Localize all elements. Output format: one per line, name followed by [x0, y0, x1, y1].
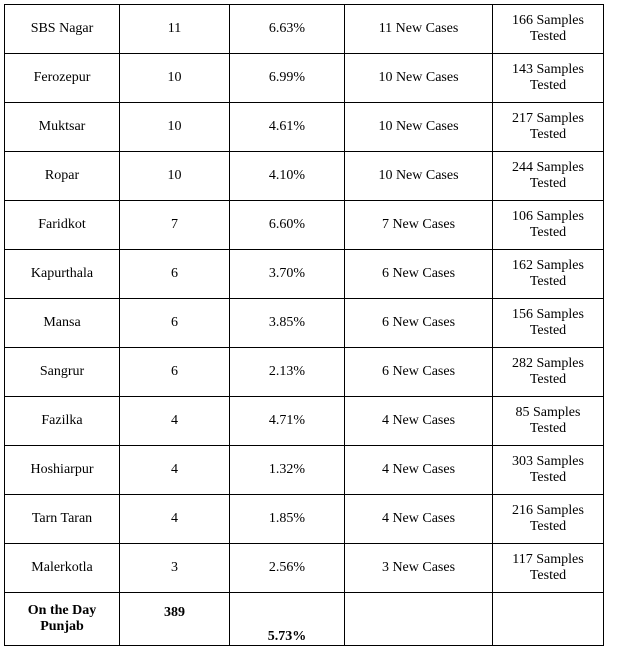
samples-count: 282 Samples: [512, 356, 584, 371]
samples-tested-cell: [493, 201, 604, 250]
samples-tested-label: Tested: [529, 421, 567, 436]
samples-tested-cell: [493, 250, 604, 299]
samples-count: 217 Samples: [512, 111, 584, 126]
cases-cell: 10: [120, 54, 230, 103]
samples-tested-cell: [493, 446, 604, 495]
samples-tested-cell: [493, 397, 604, 446]
total-row: [5, 593, 604, 646]
table-row: [5, 397, 604, 446]
positivity-cell: 2.56%: [230, 544, 345, 593]
table-row: [5, 348, 604, 397]
total-cases-cell: 389: [120, 593, 230, 646]
samples-count: 216 Samples: [512, 503, 584, 518]
samples-tested-cell: [493, 544, 604, 593]
new-cases-cell: 4 New Cases: [345, 397, 493, 446]
positivity-cell: 1.85%: [230, 495, 345, 544]
samples-tested-cell: [493, 495, 604, 544]
samples-count: 156 Samples: [512, 307, 584, 322]
table-body: [5, 5, 604, 593]
new-cases-cell: 10 New Cases: [345, 54, 493, 103]
new-cases-cell: 6 New Cases: [345, 250, 493, 299]
positivity-cell: 3.70%: [230, 250, 345, 299]
new-cases-cell: 6 New Cases: [345, 348, 493, 397]
positivity-cell: 3.85%: [230, 299, 345, 348]
samples-tested-cell: [493, 348, 604, 397]
table-row: [5, 152, 604, 201]
table-row: [5, 495, 604, 544]
new-cases-cell: 6 New Cases: [345, 299, 493, 348]
samples-count: 303 Samples: [512, 454, 584, 469]
cases-cell: 11: [120, 5, 230, 54]
table-row: [5, 446, 604, 495]
cases-cell: 7: [120, 201, 230, 250]
positivity-cell: 4.61%: [230, 103, 345, 152]
positivity-cell: 1.32%: [230, 446, 345, 495]
new-cases-cell: 3 New Cases: [345, 544, 493, 593]
district-cell: SBS Nagar: [5, 5, 120, 54]
samples-count: 143 Samples: [512, 62, 584, 77]
table-row: [5, 544, 604, 593]
new-cases-cell: 7 New Cases: [345, 201, 493, 250]
district-cell: Ropar: [5, 152, 120, 201]
district-cell: Malerkotla: [5, 544, 120, 593]
district-cell: Muktsar: [5, 103, 120, 152]
samples-count: 106 Samples: [512, 209, 584, 224]
district-cell: Kapurthala: [5, 250, 120, 299]
samples-tested-cell: [493, 299, 604, 348]
samples-count: 244 Samples: [512, 160, 584, 175]
cases-cell: 4: [120, 446, 230, 495]
samples-tested-label: Tested: [529, 470, 567, 485]
table-row: [5, 201, 604, 250]
samples-tested-label: Tested: [529, 274, 567, 289]
cases-cell: 10: [120, 152, 230, 201]
positivity-cell: 6.63%: [230, 5, 345, 54]
new-cases-cell: 10 New Cases: [345, 103, 493, 152]
total-label-line-1: On the Day: [27, 603, 97, 618]
cases-cell: 10: [120, 103, 230, 152]
table-row: [5, 299, 604, 348]
empty-cell: [493, 593, 604, 646]
samples-tested-label: Tested: [529, 323, 567, 338]
cases-cell: 6: [120, 299, 230, 348]
table-row: [5, 54, 604, 103]
district-cell: Faridkot: [5, 201, 120, 250]
samples-tested-label: Tested: [529, 29, 567, 44]
cases-cell: 3: [120, 544, 230, 593]
district-cell: Sangrur: [5, 348, 120, 397]
samples-tested-label: Tested: [529, 519, 567, 534]
samples-count: 162 Samples: [512, 258, 584, 273]
samples-tested-cell: [493, 152, 604, 201]
district-cell: Mansa: [5, 299, 120, 348]
samples-tested-label: Tested: [529, 176, 567, 191]
positivity-cell: 2.13%: [230, 348, 345, 397]
cases-cell: 6: [120, 250, 230, 299]
samples-tested-label: Tested: [529, 225, 567, 240]
samples-count: 166 Samples: [512, 13, 584, 28]
district-cases-table: [4, 4, 604, 646]
cases-cell: 6: [120, 348, 230, 397]
total-label-cell: [5, 593, 120, 646]
samples-tested-label: Tested: [529, 568, 567, 583]
positivity-cell: 4.71%: [230, 397, 345, 446]
positivity-cell: 4.10%: [230, 152, 345, 201]
cases-cell: 4: [120, 397, 230, 446]
samples-tested-cell: [493, 103, 604, 152]
district-cell: Ferozepur: [5, 54, 120, 103]
new-cases-cell: 4 New Cases: [345, 495, 493, 544]
new-cases-cell: 11 New Cases: [345, 5, 493, 54]
table-row: [5, 103, 604, 152]
positivity-cell: 6.99%: [230, 54, 345, 103]
samples-count: 85 Samples: [515, 405, 581, 420]
samples-tested-label: Tested: [529, 78, 567, 93]
samples-tested-label: Tested: [529, 372, 567, 387]
samples-tested-cell: [493, 5, 604, 54]
total-label-line-2: Punjab: [40, 619, 84, 634]
table-row: [5, 250, 604, 299]
new-cases-cell: 4 New Cases: [345, 446, 493, 495]
empty-cell: [345, 593, 493, 646]
samples-tested-label: Tested: [529, 127, 567, 142]
table-row: [5, 5, 604, 54]
cases-cell: 4: [120, 495, 230, 544]
district-cell: Tarn Taran: [5, 495, 120, 544]
samples-tested-cell: [493, 54, 604, 103]
total-positivity-cell: 5.73%: [230, 593, 345, 646]
positivity-cell: 6.60%: [230, 201, 345, 250]
district-cell: Fazilka: [5, 397, 120, 446]
district-cell: Hoshiarpur: [5, 446, 120, 495]
new-cases-cell: 10 New Cases: [345, 152, 493, 201]
samples-count: 117 Samples: [512, 552, 584, 567]
